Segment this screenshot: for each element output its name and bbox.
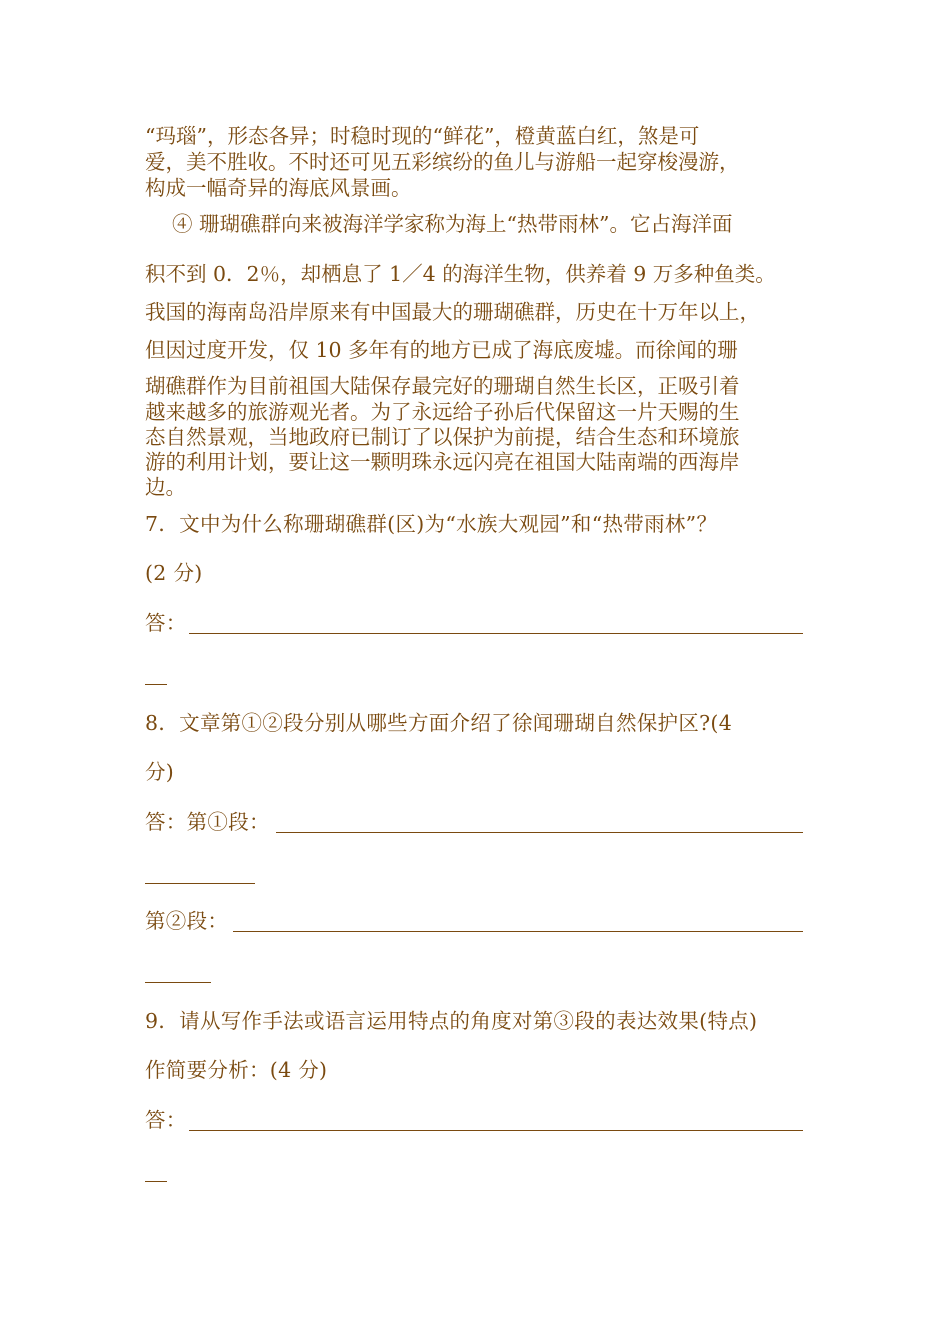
paragraph-line: ④ 珊瑚礁群向来被海洋学家称为海上“热带雨林”。它占海洋面: [172, 212, 733, 236]
answer-8-part1-blank-continued[interactable]: [145, 883, 255, 884]
paragraph-line: 但因过度开发，仅 10 多年有的地方已成了海底废墟。而徐闻的珊: [145, 338, 738, 362]
answer-9-blank[interactable]: [189, 1130, 803, 1131]
answer-9-blank-continued[interactable]: [145, 1181, 167, 1182]
paragraph-line: “玛瑙”，形态各异；时稳时现的“鲜花”，橙黄蓝白红，煞是可: [145, 124, 700, 148]
answer-label: 答：: [145, 1108, 187, 1132]
answer-8-part2-blank[interactable]: [233, 931, 803, 932]
answer-8-part1-blank[interactable]: [276, 832, 803, 833]
question-7-text: 7．文中为什么称珊瑚礁群(区)为“水族大观园”和“热带雨林”？: [145, 512, 718, 536]
answer-label: 第②段：: [145, 909, 229, 933]
question-7-points: (2 分): [145, 561, 203, 585]
question-9-text: 9．请从写作手法或语言运用特点的角度对第③段的表达效果(特点): [145, 1009, 758, 1033]
question-8-points: 分): [145, 760, 175, 784]
paragraph-line: 游的利用计划，要让这一颗明珠永远闪亮在祖国大陆南端的西海岸: [145, 450, 740, 474]
paragraph-line: 我国的海南岛沿岸原来有中国最大的珊瑚礁群，历史在十万年以上，: [145, 300, 760, 324]
paragraph-line: 瑚礁群作为目前祖国大陆保存最完好的珊瑚自然生长区，正吸引着: [145, 374, 740, 398]
answer-7-blank-continued[interactable]: [145, 684, 167, 685]
paragraph-line: 积不到 0．2％，却栖息了 1／4 的海洋生物，供养着 9 万多种鱼类。: [145, 262, 776, 286]
paragraph-line: 边。: [145, 475, 186, 499]
paragraph-line: 越来越多的旅游观光者。为了永远给子孙后代保留这一片天赐的生: [145, 400, 740, 424]
question-8-text: 8．文章第①②段分别从哪些方面介绍了徐闻珊瑚自然保护区?(4: [145, 711, 733, 735]
question-9-points: 作简要分析：(4 分): [145, 1058, 328, 1082]
answer-label: 答：: [145, 611, 187, 635]
paragraph-line: 态自然景观，当地政府已制订了以保护为前提，结合生态和环境旅: [145, 425, 740, 449]
paragraph-line: 爱，美不胜收。不时还可见五彩缤纷的鱼儿与游船一起穿梭漫游，: [145, 150, 740, 174]
paragraph-line: 构成一幅奇异的海底风景画。: [145, 176, 412, 200]
answer-7-blank[interactable]: [189, 633, 803, 634]
answer-8-part2-blank-continued[interactable]: [145, 982, 211, 983]
answer-label: 答：第①段：: [145, 810, 270, 834]
